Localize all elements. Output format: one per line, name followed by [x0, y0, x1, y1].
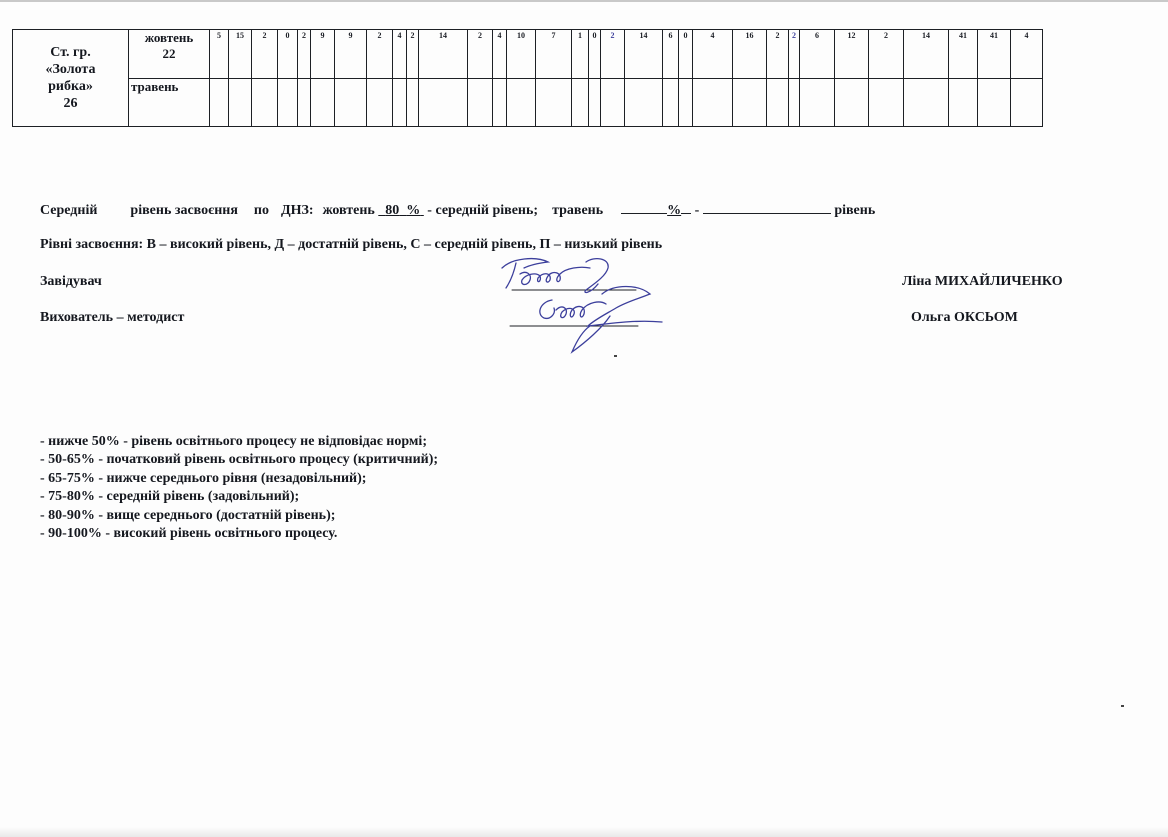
score-cell-may: [869, 79, 904, 127]
summary-dash: -: [694, 203, 700, 218]
results-table: [12, 29, 1043, 127]
score-cell-october: 4: [1011, 30, 1043, 79]
methodist-signature: [510, 287, 662, 353]
score-cell-october: 2: [298, 30, 311, 79]
score-cell-october: 0: [278, 30, 298, 79]
head-name: Ліна МИХАЙЛИЧЕНКО: [902, 274, 1063, 289]
score-cell-october: 2: [789, 30, 800, 79]
group-label-line: Ст. гр.: [50, 45, 91, 60]
score-cell-may: [367, 79, 393, 127]
october-value: 80: [385, 203, 400, 218]
summary-text: рівень засвоєння: [130, 203, 238, 218]
group-label-line: 26: [63, 96, 78, 111]
summary-line: [40, 201, 875, 219]
score-cell-october: 1: [572, 30, 589, 79]
score-cell-october: 41: [949, 30, 978, 79]
scan-edge-bottom: [0, 827, 1168, 837]
score-cell-october: 2: [407, 30, 419, 79]
level-scale-list: [40, 433, 438, 543]
score-cell-may: [835, 79, 869, 127]
score-cell-may: [625, 79, 663, 127]
percent-sign-may: %: [667, 203, 682, 218]
score-cell-may: [767, 79, 789, 127]
score-cell-october: 41: [978, 30, 1011, 79]
scale-item: - 50-65% - початковий рівень освітнього процесу (критичний);: [40, 452, 439, 468]
score-cell-may: [601, 79, 625, 127]
score-cell-october: 6: [663, 30, 679, 79]
score-cell-october: 16: [733, 30, 767, 79]
score-cell-october: 2: [767, 30, 789, 79]
score-cell-october: 4: [693, 30, 733, 79]
october-level: - середній рівень;: [427, 203, 539, 218]
score-cell-may: [311, 79, 335, 127]
percent-sign: %: [406, 203, 421, 218]
scan-speck: [1121, 705, 1124, 707]
score-cell-may: [252, 79, 278, 127]
score-cell-may: [800, 79, 835, 127]
score-cell-october: 7: [536, 30, 572, 79]
score-cell-may: [1011, 79, 1043, 127]
score-cell-may: [393, 79, 407, 127]
score-cell-october: 2: [252, 30, 278, 79]
score-cell-may: [536, 79, 572, 127]
ink-dot: [614, 355, 617, 357]
score-cell-may: [278, 79, 298, 127]
october-percent: [378, 203, 424, 218]
score-cell-may: [679, 79, 693, 127]
scale-item: - 75-80% - середній рівень (задовільний);: [40, 489, 300, 505]
score-cell-october: 6: [800, 30, 835, 79]
score-cell-may: [572, 79, 589, 127]
group-label-line: «Золота: [45, 62, 96, 77]
score-cell-may: [949, 79, 978, 127]
score-cell-may: [978, 79, 1011, 127]
score-cell-may: [693, 79, 733, 127]
score-cell-october: 4: [493, 30, 507, 79]
group-name-cell: [13, 30, 129, 127]
may-value-blank: [621, 201, 667, 214]
score-cell-october: 0: [679, 30, 693, 79]
score-cell-october: 14: [904, 30, 949, 79]
score-cell-may: [468, 79, 493, 127]
summary-label: Середній: [40, 203, 98, 218]
month-cell-may: [129, 79, 210, 127]
levels-legend: Рівні засвоєння: В – високий рівень, Д – достатній рівень, С – середній рівень, П – низький рівень: [40, 237, 663, 252]
summary-may: травень: [552, 203, 604, 218]
scan-edge-top: [0, 0, 1168, 2]
group-label-line: рибка»: [48, 79, 93, 94]
score-cell-october: 15: [229, 30, 252, 79]
scale-item: - 65-75% - нижче середнього рівня (незадовільний);: [40, 470, 367, 486]
score-cell-may: [493, 79, 507, 127]
scale-item: - нижче 50% - рівень освітнього процесу не відповідає нормі;: [40, 434, 427, 449]
methodist-name: Ольга ОКСЬОМ: [911, 310, 1018, 325]
month-label: жовтень: [144, 30, 194, 45]
score-cell-october: 5: [210, 30, 229, 79]
score-cell-may: [589, 79, 601, 127]
score-cell-may: [407, 79, 419, 127]
summary-october: жовтень: [322, 203, 375, 218]
month-cell-october: [129, 30, 210, 79]
score-cell-may: [733, 79, 767, 127]
score-cell-october: 2: [468, 30, 493, 79]
table-row-may: [13, 79, 1043, 127]
score-cell-october: 12: [835, 30, 869, 79]
score-cell-october: 9: [311, 30, 335, 79]
score-cell-october: 2: [367, 30, 393, 79]
methodist-title: Вихователь – методист: [40, 310, 185, 325]
score-cell-may: [229, 79, 252, 127]
score-cell-may: [789, 79, 800, 127]
month-year: 22: [162, 46, 176, 61]
score-cell-may: [419, 79, 468, 127]
score-cell-may: [663, 79, 679, 127]
head-title: Завідувач: [40, 274, 102, 289]
score-cell-october: 9: [335, 30, 367, 79]
scale-item: - 80-90% - вище середнього (достатній рівень);: [40, 507, 336, 523]
score-cell-may: [335, 79, 367, 127]
summary-by: по: [253, 203, 269, 218]
score-cell-may: [507, 79, 536, 127]
summary-level-word: рівень: [834, 203, 876, 218]
score-cell-may: [210, 79, 229, 127]
scale-item: - 90-100% - високий рівень освітнього процесу.: [40, 526, 338, 542]
may-blank-tail: [681, 201, 691, 214]
may-level-blank: [703, 201, 831, 214]
score-cell-october: 2: [601, 30, 625, 79]
score-cell-october: 0: [589, 30, 601, 79]
score-cell-october: 10: [507, 30, 536, 79]
signatures-image: [490, 254, 670, 362]
summary-org: ДНЗ:: [280, 203, 314, 218]
month-label: травень: [131, 79, 179, 94]
score-cell-october: 14: [419, 30, 468, 79]
score-cell-october: 2: [869, 30, 904, 79]
score-cell-october: 14: [625, 30, 663, 79]
score-cell-may: [298, 79, 311, 127]
table-row-october: [13, 30, 1043, 79]
score-cell-october: 4: [393, 30, 407, 79]
score-cell-may: [904, 79, 949, 127]
